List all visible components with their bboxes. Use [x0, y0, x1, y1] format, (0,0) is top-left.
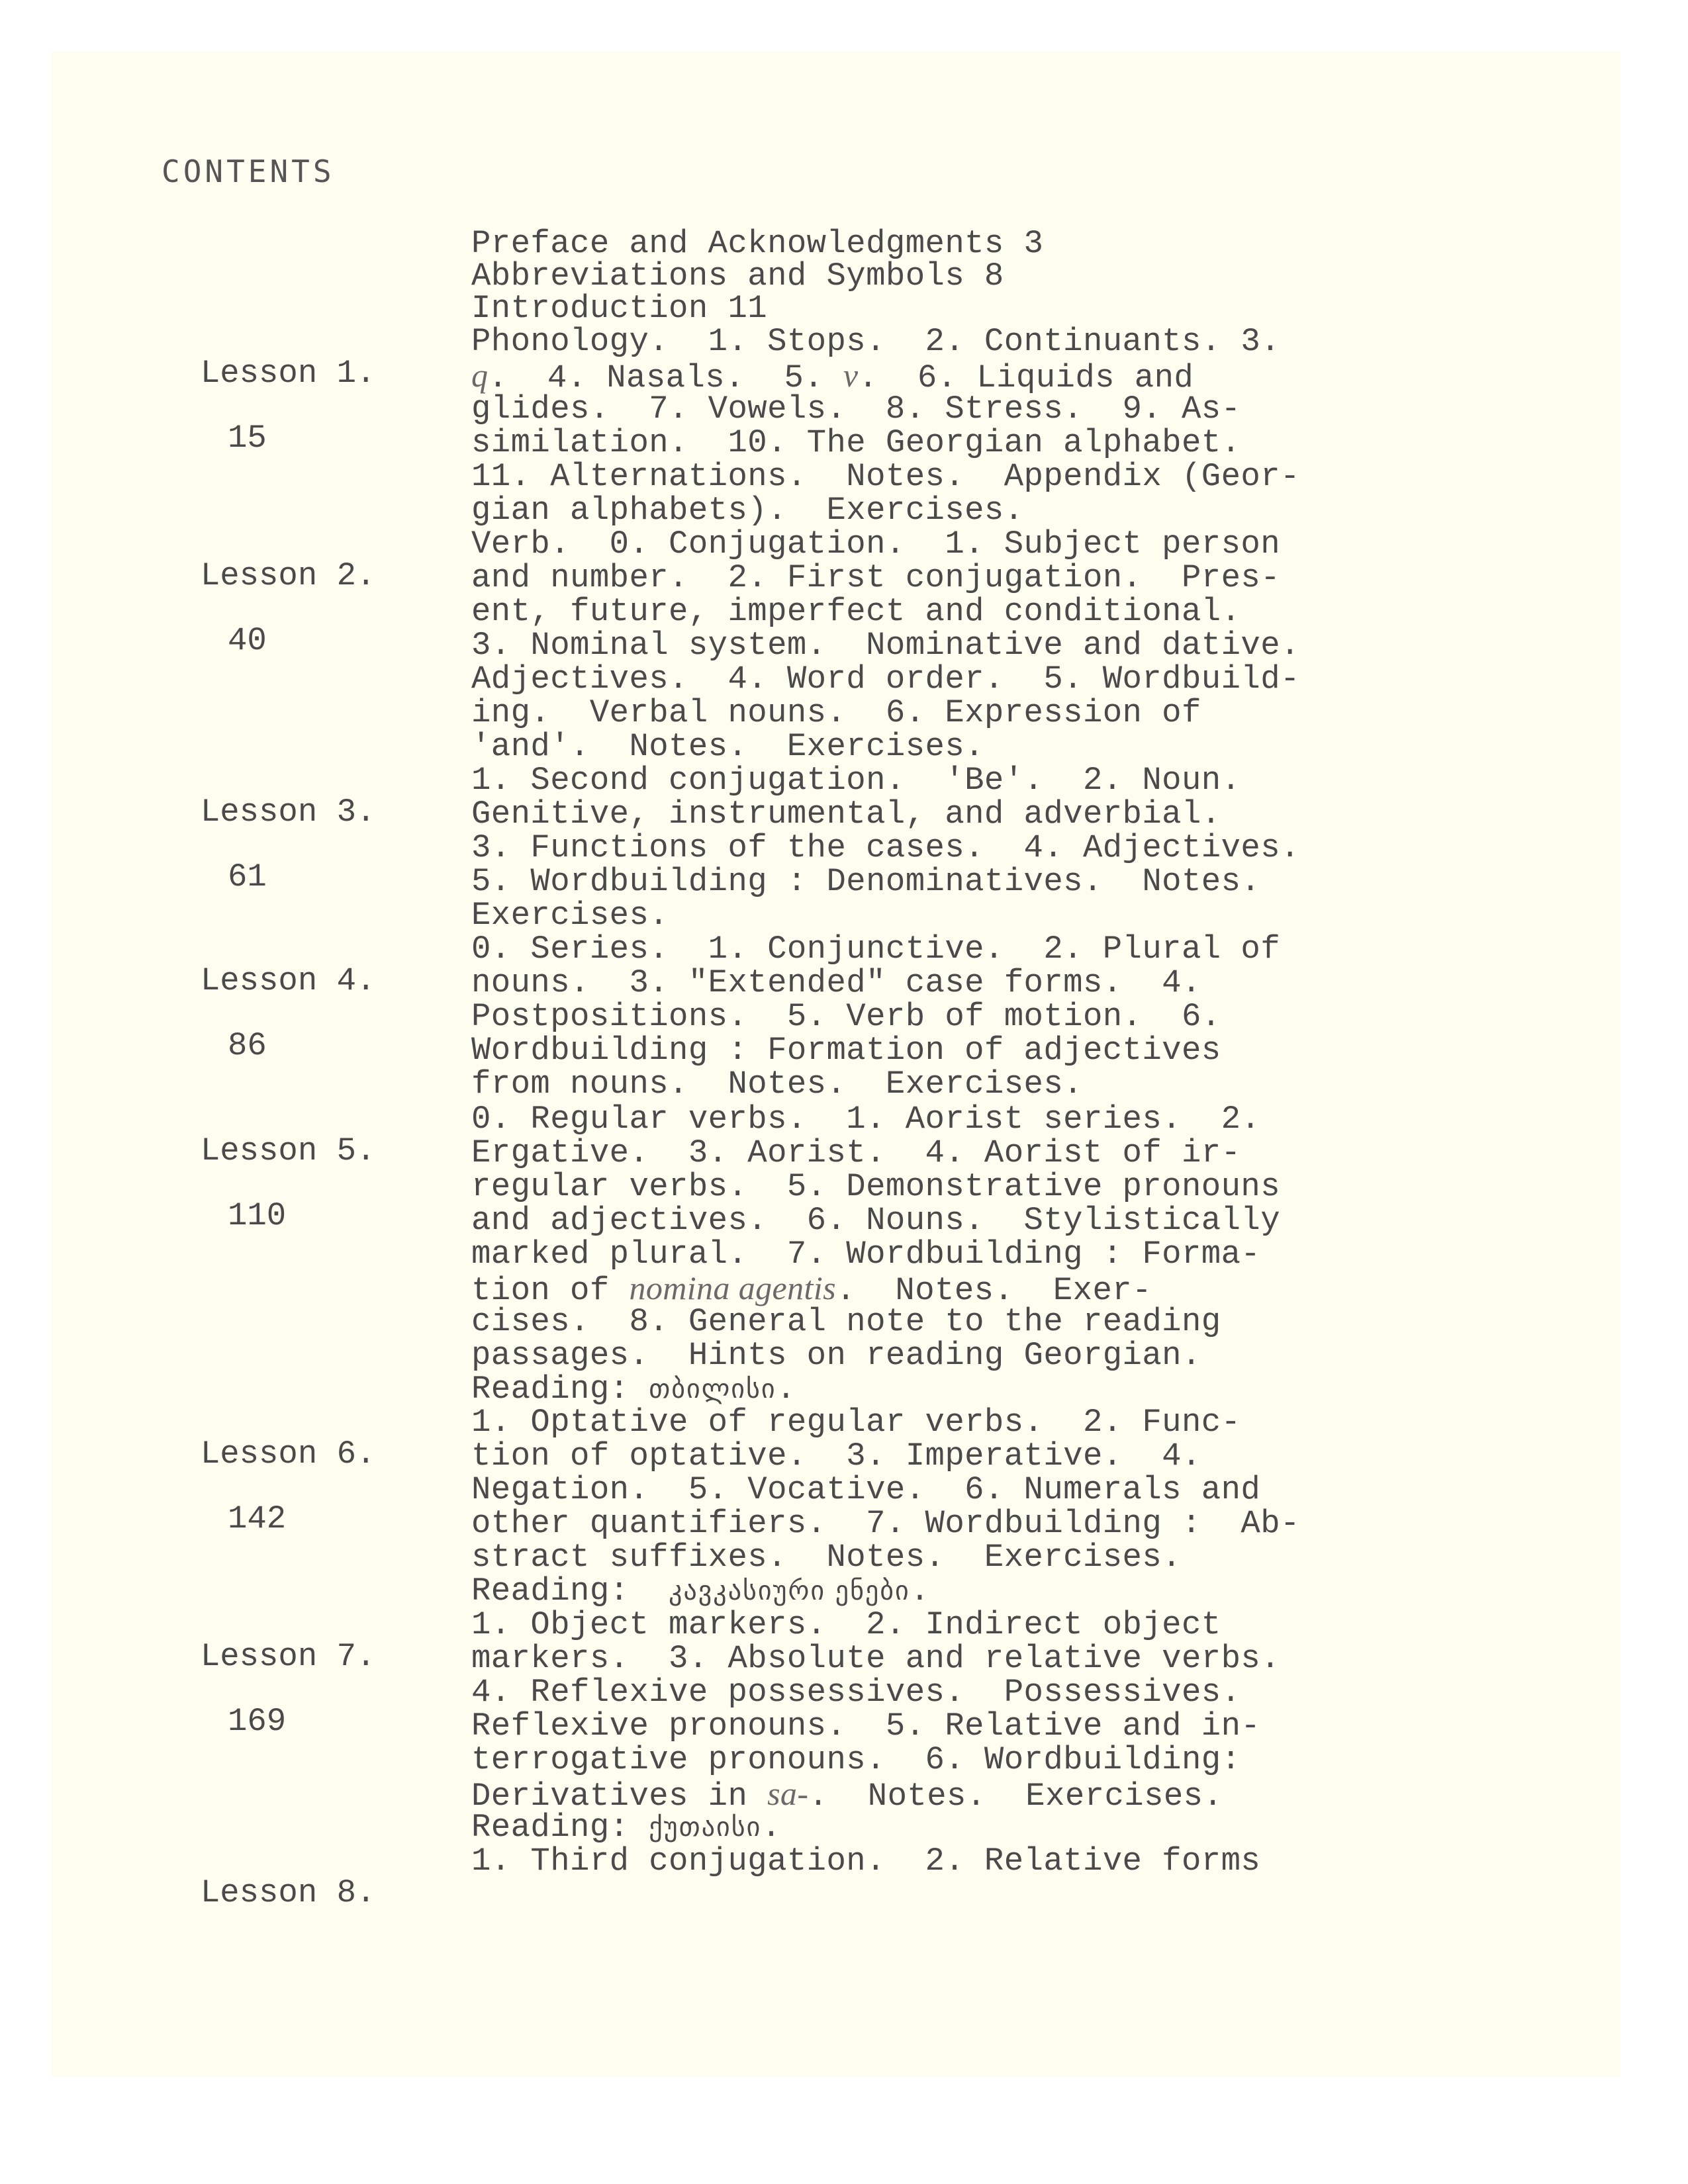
description-line: Phonology. 1. Stops. 2. Continuants. 3.: [471, 323, 1280, 360]
lesson-title: Lesson 2.: [200, 557, 376, 594]
description-line: 4. Reflexive possessives. Possessives.: [471, 1674, 1241, 1711]
description-line: tion of optative. 3. Imperative. 4.: [471, 1437, 1201, 1475]
description-line: from nouns. Notes. Exercises.: [471, 1066, 1083, 1103]
lesson-3-description: [471, 764, 1491, 933]
description-line: 1. Optative of regular verbs. 2. Func-: [471, 1404, 1241, 1441]
lesson-8-description: [471, 1844, 1491, 1878]
lesson-2-label: [162, 527, 375, 690]
lesson-6-description: [471, 1406, 1491, 1608]
ital-nomina-agentis: nomina agentis: [629, 1269, 836, 1306]
description-line: cises. 8. General note to the reading: [471, 1303, 1221, 1340]
front-matter-item: Abbreviations and Symbols 8: [471, 257, 1004, 295]
lesson-page-number: 86: [228, 1027, 267, 1064]
description-line: Ergative. 3. Aorist. 4. Aorist of ir-: [471, 1134, 1241, 1171]
ital-sa: sa-: [767, 1775, 809, 1812]
description-line: tion of nomina agentis. Notes. Exer-: [471, 1269, 1152, 1309]
lesson-page-number: 169: [228, 1703, 287, 1740]
description-line: Negation. 5. Vocative. 6. Numerals and: [471, 1471, 1261, 1508]
lesson-4-description: [471, 933, 1491, 1101]
description-line: 0. Regular verbs. 1. Aorist series. 2.: [471, 1101, 1261, 1138]
front-matter-item: Introduction 11: [471, 290, 768, 327]
description-line: ing. Verbal nouns. 6. Expression of: [471, 694, 1201, 731]
description-line: other quantifiers. 7. Wordbuilding : Ab-: [471, 1505, 1300, 1542]
description-line: 3. Nominal system. Nominative and dative.: [471, 627, 1300, 664]
description-line: ent, future, imperfect and conditional.: [471, 593, 1241, 630]
description-line: Exercises.: [471, 897, 669, 934]
description-line: gian alphabets). Exercises.: [471, 492, 1024, 529]
front-matter-list: [471, 225, 1044, 327]
lesson-title: Lesson 8.: [200, 1874, 376, 1911]
lesson-page-number: 15: [228, 420, 267, 457]
lesson-title: Lesson 3.: [200, 794, 376, 831]
description-line: Genitive, instrumental, and adverbial.: [471, 796, 1221, 833]
description-line: Verb. 0. Conjugation. 1. Subject person: [471, 525, 1280, 563]
lesson-7-description: [471, 1608, 1491, 1844]
description-line: nouns. 3. "Extended" case forms. 4.: [471, 964, 1201, 1001]
lesson-title: Lesson 4.: [200, 962, 376, 999]
description-line: 1. Third conjugation. 2. Relative forms: [471, 1843, 1261, 1880]
description-line: passages. Hints on reading Georgian.: [471, 1337, 1201, 1374]
lesson-7-label: [162, 1608, 375, 1770]
georgian-word: ქუთაისი: [649, 1812, 762, 1843]
lesson-page-number: 110: [228, 1197, 287, 1234]
description-line: glides. 7. Vowels. 8. Stress. 9. As-: [471, 390, 1241, 428]
description-line: Reading: ქუთაისი.: [471, 1809, 782, 1846]
description-line: 1. Object markers. 2. Indirect object: [471, 1606, 1221, 1643]
description-line: q. 4. Nasals. 5. v. 6. Liquids and: [471, 357, 1194, 396]
description-line: 3. Functions of the cases. 4. Adjectives.: [471, 829, 1300, 866]
lesson-6-label: [162, 1406, 375, 1568]
lesson-page-number: 142: [228, 1500, 287, 1537]
description-line: Adjectives. 4. Word order. 5. Wordbuild-: [471, 660, 1300, 698]
description-line: 0. Series. 1. Conjunctive. 2. Plural of: [471, 931, 1280, 968]
lesson-4-label: [162, 933, 375, 1095]
description-line: Reading: თბილისი.: [471, 1371, 796, 1408]
front-matter-item: Preface and Acknowledgments 3: [471, 225, 1044, 262]
description-line: Wordbuilding : Formation of adjectives: [471, 1032, 1221, 1069]
description-line: 5. Wordbuilding : Denominatives. Notes.: [471, 863, 1261, 900]
description-line: stract suffixes. Notes. Exercises.: [471, 1539, 1182, 1576]
lesson-title: Lesson 7.: [200, 1638, 376, 1675]
lesson-title: Lesson 5.: [200, 1132, 376, 1169]
description-line: marked plural. 7. Wordbuilding : Forma-: [471, 1236, 1261, 1273]
lesson-1-label: [162, 325, 375, 487]
description-line: Reading: კავკასიური ენები.: [471, 1572, 930, 1610]
description-line: terrogative pronouns. 6. Wordbuilding:: [471, 1741, 1241, 1778]
description-line: 11. Alternations. Notes. Appendix (Geor-: [471, 458, 1300, 495]
description-line: 'and'. Notes. Exercises.: [471, 728, 984, 765]
description-line: regular verbs. 5. Demonstrative pronouns: [471, 1168, 1280, 1205]
contents-heading: CONTENTS: [162, 154, 335, 189]
description-line: and number. 2. First conjugation. Pres-: [471, 559, 1280, 596]
description-line: Reflexive pronouns. 5. Relative and in-: [471, 1707, 1261, 1745]
georgian-phrase: კავკასიური ენები: [669, 1576, 910, 1606]
lesson-2-description: [471, 527, 1491, 764]
lesson-title: Lesson 1.: [200, 355, 376, 392]
lesson-5-label: [162, 1103, 375, 1265]
ital-q: q: [471, 357, 489, 394]
description-line: Postpositions. 5. Verb of motion. 6.: [471, 998, 1221, 1035]
georgian-word: თბილისი: [649, 1374, 776, 1404]
description-line: and adjectives. 6. Nouns. Stylistically: [471, 1202, 1280, 1239]
description-line: markers. 3. Absolute and relative verbs.: [471, 1640, 1280, 1677]
lesson-5-description: [471, 1103, 1491, 1406]
description-line: 1. Second conjugation. 'Be'. 2. Noun.: [471, 762, 1241, 799]
lesson-title: Lesson 6.: [200, 1435, 376, 1473]
ital-v: v: [843, 357, 859, 394]
lesson-page-number: 40: [228, 622, 267, 659]
lesson-page-number: 61: [228, 858, 267, 895]
description-line: Derivatives in sa-. Notes. Exercises.: [471, 1775, 1223, 1815]
lesson-8-label: [162, 1844, 375, 1909]
lesson-3-label: [162, 764, 375, 926]
lesson-1-description: [471, 325, 1491, 527]
description-line: similation. 10. The Georgian alphabet.: [471, 424, 1241, 461]
